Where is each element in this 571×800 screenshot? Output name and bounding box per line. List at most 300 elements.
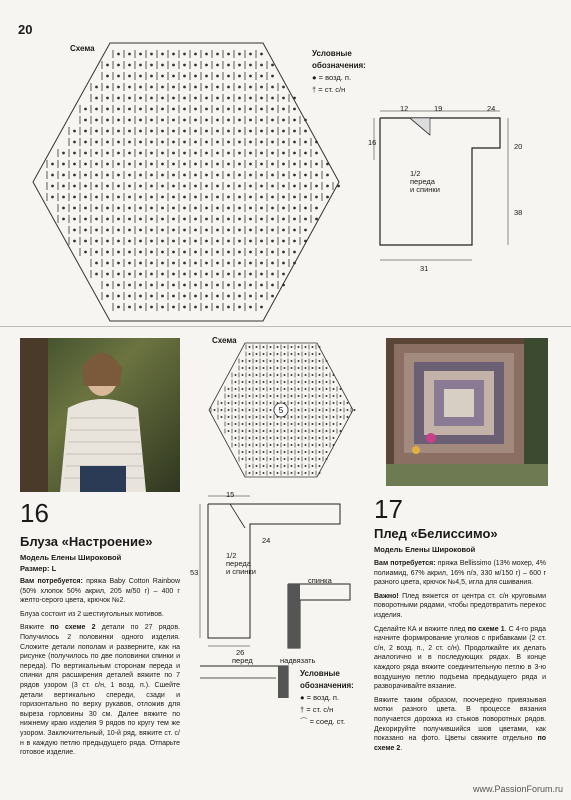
chain-dot — [206, 218, 208, 220]
chain-dot — [326, 416, 327, 417]
chain-dot — [118, 207, 120, 209]
chain-dot — [162, 207, 164, 209]
chain-dot — [173, 196, 175, 198]
chain-dot — [151, 295, 153, 297]
chain-dot — [206, 108, 208, 110]
chain-dot — [256, 472, 257, 473]
chain-dot — [263, 437, 264, 438]
chain-dot — [312, 346, 313, 347]
chain-dot — [96, 108, 98, 110]
chain-dot — [129, 64, 131, 66]
chain-dot — [118, 262, 120, 264]
chain-dot — [298, 402, 299, 403]
chain-dot — [195, 196, 197, 198]
chain-dot — [184, 64, 186, 66]
chain-dot — [250, 284, 252, 286]
chain-dot — [261, 284, 263, 286]
chain-dot — [184, 262, 186, 264]
chain-dot — [256, 374, 257, 375]
chain-dot — [263, 381, 264, 382]
chain-dot — [283, 251, 285, 253]
chain-dot — [249, 444, 250, 445]
chain-dot — [249, 388, 250, 389]
chain-dot — [312, 465, 313, 466]
chain-dot — [263, 423, 264, 424]
chain-dot — [239, 306, 241, 308]
chain-dot — [333, 388, 334, 389]
chain-dot — [256, 451, 257, 452]
chain-dot — [298, 444, 299, 445]
chain-dot — [228, 108, 230, 110]
chain-dot — [85, 251, 87, 253]
chain-dot — [195, 251, 197, 253]
chain-dot — [305, 240, 307, 242]
chain-dot — [263, 430, 264, 431]
chain-dot — [284, 444, 285, 445]
chain-dot — [173, 119, 175, 121]
chain-dot — [249, 353, 250, 354]
chain-dot — [283, 262, 285, 264]
chain-dot — [107, 295, 109, 297]
chain-dot — [249, 451, 250, 452]
chain-dot — [162, 130, 164, 132]
chain-dot — [195, 163, 197, 165]
chain-dot — [85, 196, 87, 198]
chain-dot — [284, 374, 285, 375]
chain-dot — [85, 185, 87, 187]
chain-dot — [284, 388, 285, 389]
chain-dot — [263, 444, 264, 445]
chain-dot — [347, 416, 348, 417]
chain-dot — [242, 416, 243, 417]
chain-dot — [151, 53, 153, 55]
chain-dot — [249, 437, 250, 438]
chain-dot — [151, 119, 153, 121]
blouse-text: Вам потребуется: пряжа Baby Cotton Rainbow (50% хлопок 50% акрил, 205 м/50 г) – 400 г желто-серого цвета, крючок №2. Блуза состоит из 2 шестиугольных мотивов. Вяжите по схеме 2 детали по 27 рядов. Получилось 2 половинки одного изделия. Сложите детали пополам и разверните, как на рисунке (получилось по две половинки спинки и переда). По вертикальным сторонам переда и спинки для расширения деталей вяжите по 7 рядов узором (3 ст. с/н, 1 возд. п.). Сшейте детали вертикально спереди, сзади и горизонтально по верху рукавов, отложив для выреза горловины 30 см. Далее вяжите по нижнему краю изделия 9 рядов по кругу тем же узором. Заключительный, 10-й ряд, вяжите ст. с/н в каждую петлю предыдущего ряда. Отпарьте готовое изделие. — [20, 578, 180, 757]
chain-dot — [272, 218, 274, 220]
chain-dot — [118, 86, 120, 88]
chain-dot — [270, 374, 271, 375]
chain-dot — [151, 306, 153, 308]
chain-dot — [195, 262, 197, 264]
chain-dot — [162, 185, 164, 187]
chain-dot — [206, 141, 208, 143]
chain-dot — [272, 152, 274, 154]
chain-dot — [338, 185, 340, 187]
chain-dot — [140, 295, 142, 297]
chain-dot — [319, 388, 320, 389]
chain-dot — [250, 119, 252, 121]
chain-dot — [305, 409, 306, 410]
chain-dot — [85, 152, 87, 154]
chain-dot — [74, 229, 76, 231]
chain-dot — [96, 119, 98, 121]
chain-dot — [129, 130, 131, 132]
chain-dot — [162, 251, 164, 253]
chain-dot — [284, 353, 285, 354]
chain-dot — [277, 472, 278, 473]
chain-dot — [239, 108, 241, 110]
chain-dot — [263, 367, 264, 368]
chain-dot — [340, 409, 341, 410]
chain-dot — [63, 185, 65, 187]
chain-dot — [305, 229, 307, 231]
chain-dot — [294, 185, 296, 187]
chain-dot — [96, 86, 98, 88]
chain-dot — [107, 163, 109, 165]
chain-dot — [284, 465, 285, 466]
chain-dot — [206, 163, 208, 165]
chain-dot — [298, 423, 299, 424]
chain-dot — [250, 251, 252, 253]
chain-dot — [294, 196, 296, 198]
chain-dot — [96, 141, 98, 143]
chain-dot — [184, 295, 186, 297]
chain-dot — [270, 430, 271, 431]
chain-dot — [250, 295, 252, 297]
chain-dot — [107, 251, 109, 253]
chain-dot — [291, 430, 292, 431]
chain-dot — [272, 295, 274, 297]
chain-dot — [272, 64, 274, 66]
chain-dot — [184, 207, 186, 209]
chain-dot — [129, 240, 131, 242]
chain-dot — [261, 174, 263, 176]
chain-dot — [107, 196, 109, 198]
chain-dot — [312, 430, 313, 431]
chain-dot — [74, 174, 76, 176]
chain-dot — [206, 196, 208, 198]
chain-dot — [184, 185, 186, 187]
chain-dot — [173, 240, 175, 242]
chain-dot — [239, 229, 241, 231]
cut-label: надвязать — [280, 656, 316, 665]
chain-dot — [151, 163, 153, 165]
chain-dot — [195, 75, 197, 77]
chain-dot — [129, 152, 131, 154]
chain-dot — [291, 409, 292, 410]
chain-dot — [256, 346, 257, 347]
chain-dot — [140, 130, 142, 132]
chain-dot — [140, 251, 142, 253]
chain-dot — [239, 196, 241, 198]
chain-dot — [118, 53, 120, 55]
chain-dot — [250, 53, 252, 55]
chain-dot — [284, 360, 285, 361]
chain-dot — [235, 416, 236, 417]
chain-dot — [239, 251, 241, 253]
chain-dot — [140, 152, 142, 154]
chain-dot — [228, 402, 229, 403]
chain-dot — [63, 207, 65, 209]
chain-dot — [129, 97, 131, 99]
chain-dot — [261, 196, 263, 198]
chain-dot — [118, 108, 120, 110]
chain-dot — [272, 174, 274, 176]
chain-dot — [291, 437, 292, 438]
chain-dot — [305, 388, 306, 389]
chain-dot — [277, 388, 278, 389]
chain-dot — [184, 240, 186, 242]
chain-dot — [305, 207, 307, 209]
chain-dot — [239, 86, 241, 88]
chain-dot — [162, 262, 164, 264]
chain-dot — [277, 367, 278, 368]
chain-dot — [256, 381, 257, 382]
chain-dot — [162, 163, 164, 165]
chain-dot — [107, 75, 109, 77]
chain-dot — [217, 295, 219, 297]
center-number: 5 — [278, 406, 284, 415]
chain-dot — [206, 207, 208, 209]
blouse-pattern-drawing — [190, 488, 360, 698]
chain-dot — [261, 152, 263, 154]
chain-dot — [283, 141, 285, 143]
chain-dot — [261, 130, 263, 132]
chain-dot — [217, 86, 219, 88]
chain-dot — [270, 472, 271, 473]
chain-dot — [283, 119, 285, 121]
chain-dot — [239, 262, 241, 264]
chain-dot — [228, 97, 230, 99]
chain-dot — [294, 163, 296, 165]
chain-dot — [206, 284, 208, 286]
chain-dot — [250, 207, 252, 209]
chain-dot — [298, 416, 299, 417]
chain-dot — [129, 163, 131, 165]
chain-dot — [184, 251, 186, 253]
chain-dot — [206, 97, 208, 99]
chain-dot — [319, 346, 320, 347]
chain-dot — [63, 196, 65, 198]
chain-dot — [217, 130, 219, 132]
chain-dot — [217, 152, 219, 154]
chain-dot — [263, 416, 264, 417]
chain-dot — [184, 229, 186, 231]
chain-dot — [129, 251, 131, 253]
chain-dot — [326, 374, 327, 375]
chain-dot — [284, 381, 285, 382]
chain-dot — [333, 430, 334, 431]
chain-dot — [173, 130, 175, 132]
chain-dot — [249, 472, 250, 473]
chain-dot — [173, 174, 175, 176]
chain-dot — [256, 388, 257, 389]
chain-dot — [118, 141, 120, 143]
chain-dot — [195, 86, 197, 88]
chain-dot — [291, 374, 292, 375]
chain-dot — [173, 273, 175, 275]
chain-dot — [250, 75, 252, 77]
chain-dot — [239, 273, 241, 275]
chain-dot — [206, 86, 208, 88]
chain-dot — [129, 218, 131, 220]
chain-dot — [184, 75, 186, 77]
chain-dot — [340, 395, 341, 396]
chain-dot — [235, 430, 236, 431]
chain-dot — [312, 353, 313, 354]
blanket-text: Вам потребуется: пряжа Bellissimo (13% мохер, 4% полиамид, 67% акрил, 16% п/э, 330 м/150 г) – 600 г разного цвета, крючок №4,5, игла для сшивания. Важно! Плед вяжется от центра ст. с/н круговыми поворотными рядами, чтобы предотвратить перекос изделия. Сделайте КА и вяжите плед по схеме 1. С 4-го ряда начните формирование уголков с прибавками (2 ст. с/н, 2 возд. п., 2 ст. с/н). Продолжайте их делать аналогично и в последующих рядах. В конце каждого ряда вяжите соединительную петлю в 3-ю воздушную петлю подъема предыдущего ряда и разворачивайте вязание. Вяжите таким образом, поочередно привязывая мотки разного цвета. В процессе вязания получается дорожка из стыков поворотных рядов. Декорируйте получившийся шов цветами, как показано на фото. Цветы свяжите отдельно по схеме 2. — [374, 560, 547, 752]
chain-dot — [96, 130, 98, 132]
chain-dot — [129, 273, 131, 275]
chain-dot — [184, 218, 186, 220]
chain-dot — [272, 273, 274, 275]
chain-dot — [140, 75, 142, 77]
chain-dot — [107, 229, 109, 231]
chain-dot — [184, 284, 186, 286]
chain-dot — [235, 423, 236, 424]
chain-dot — [140, 196, 142, 198]
chain-dot — [319, 353, 320, 354]
chain-dot — [173, 86, 175, 88]
chain-dot — [305, 185, 307, 187]
chain-dot — [140, 174, 142, 176]
chain-dot — [263, 465, 264, 466]
chain-dot — [298, 465, 299, 466]
chain-dot — [242, 458, 243, 459]
chain-dot — [312, 360, 313, 361]
middle-scheme-label: Схема — [212, 336, 237, 345]
chain-dot — [319, 402, 320, 403]
chain-dot — [239, 295, 241, 297]
chain-dot — [261, 306, 263, 308]
chain-dot — [250, 141, 252, 143]
chain-dot — [263, 388, 264, 389]
chain-dot — [151, 75, 153, 77]
chain-dot — [283, 207, 285, 209]
chain-dot — [305, 430, 306, 431]
chain-dot — [173, 97, 175, 99]
chain-dot — [284, 430, 285, 431]
chain-dot — [217, 163, 219, 165]
chain-dot — [107, 240, 109, 242]
chain-dot — [327, 185, 329, 187]
chain-dot — [118, 174, 120, 176]
chain-dot — [283, 284, 285, 286]
chain-dot — [228, 141, 230, 143]
chain-dot — [291, 451, 292, 452]
chain-dot — [235, 388, 236, 389]
chain-dot — [107, 273, 109, 275]
chain-dot — [85, 130, 87, 132]
chain-dot — [96, 152, 98, 154]
top-pattern-label: 1/2 переда и спинки — [410, 169, 440, 194]
chain-dot — [228, 130, 230, 132]
chain-dot — [312, 423, 313, 424]
chain-dot — [129, 119, 131, 121]
chain-dot — [206, 295, 208, 297]
chain-dot — [305, 141, 307, 143]
chain-dot — [140, 229, 142, 231]
chain-dot — [319, 381, 320, 382]
chain-dot — [129, 108, 131, 110]
chain-dot — [270, 416, 271, 417]
chain-dot — [261, 163, 263, 165]
chain-dot — [221, 409, 222, 410]
chain-dot — [206, 152, 208, 154]
chain-dot — [239, 97, 241, 99]
chain-dot — [235, 374, 236, 375]
chain-dot — [256, 367, 257, 368]
chain-dot — [206, 306, 208, 308]
chain-dot — [173, 64, 175, 66]
chain-dot — [239, 163, 241, 165]
chain-dot — [228, 174, 230, 176]
chain-dot — [107, 86, 109, 88]
chain-dot — [140, 119, 142, 121]
chain-dot — [74, 218, 76, 220]
chain-dot — [291, 458, 292, 459]
chain-dot — [256, 465, 257, 466]
chain-dot — [283, 130, 285, 132]
chain-dot — [284, 472, 285, 473]
chain-dot — [151, 108, 153, 110]
chain-dot — [228, 152, 230, 154]
chain-dot — [250, 64, 252, 66]
chain-dot — [235, 409, 236, 410]
chain-dot — [228, 163, 230, 165]
chain-dot — [261, 295, 263, 297]
chain-dot — [140, 284, 142, 286]
chain-dot — [206, 174, 208, 176]
chain-dot — [263, 374, 264, 375]
chain-dot — [326, 458, 327, 459]
chain-dot — [327, 174, 329, 176]
chain-dot — [140, 262, 142, 264]
chain-dot — [217, 306, 219, 308]
chain-dot — [261, 86, 263, 88]
chain-dot — [228, 409, 229, 410]
chain-dot — [221, 402, 222, 403]
chain-dot — [228, 395, 229, 396]
chain-dot — [319, 395, 320, 396]
chain-dot — [85, 108, 87, 110]
chain-dot — [270, 444, 271, 445]
chain-dot — [118, 64, 120, 66]
chain-dot — [129, 229, 131, 231]
blouse-author: Модель Елены Широковой — [20, 553, 122, 562]
chain-dot — [206, 229, 208, 231]
chain-dot — [270, 353, 271, 354]
chain-dot — [239, 53, 241, 55]
chain-dot — [319, 423, 320, 424]
chain-dot — [326, 444, 327, 445]
chain-dot — [284, 395, 285, 396]
chain-dot — [63, 174, 65, 176]
chain-dot — [283, 97, 285, 99]
chain-dot — [217, 240, 219, 242]
chain-dot — [52, 185, 54, 187]
chain-dot — [291, 423, 292, 424]
chain-dot — [228, 388, 229, 389]
chain-dot — [327, 163, 329, 165]
chain-dot — [140, 185, 142, 187]
chain-dot — [291, 353, 292, 354]
chain-dot — [140, 207, 142, 209]
chain-dot — [118, 295, 120, 297]
top-legend: Условные обозначения: ● = возд. п. † = ст. с/н — [312, 48, 382, 96]
chain-dot — [206, 262, 208, 264]
chain-dot — [283, 229, 285, 231]
chain-dot — [284, 451, 285, 452]
chain-dot — [228, 306, 230, 308]
chain-dot — [195, 108, 197, 110]
chain-dot — [140, 218, 142, 220]
chain-dot — [250, 262, 252, 264]
chain-dot — [96, 207, 98, 209]
chain-dot — [107, 97, 109, 99]
chain-dot — [173, 262, 175, 264]
